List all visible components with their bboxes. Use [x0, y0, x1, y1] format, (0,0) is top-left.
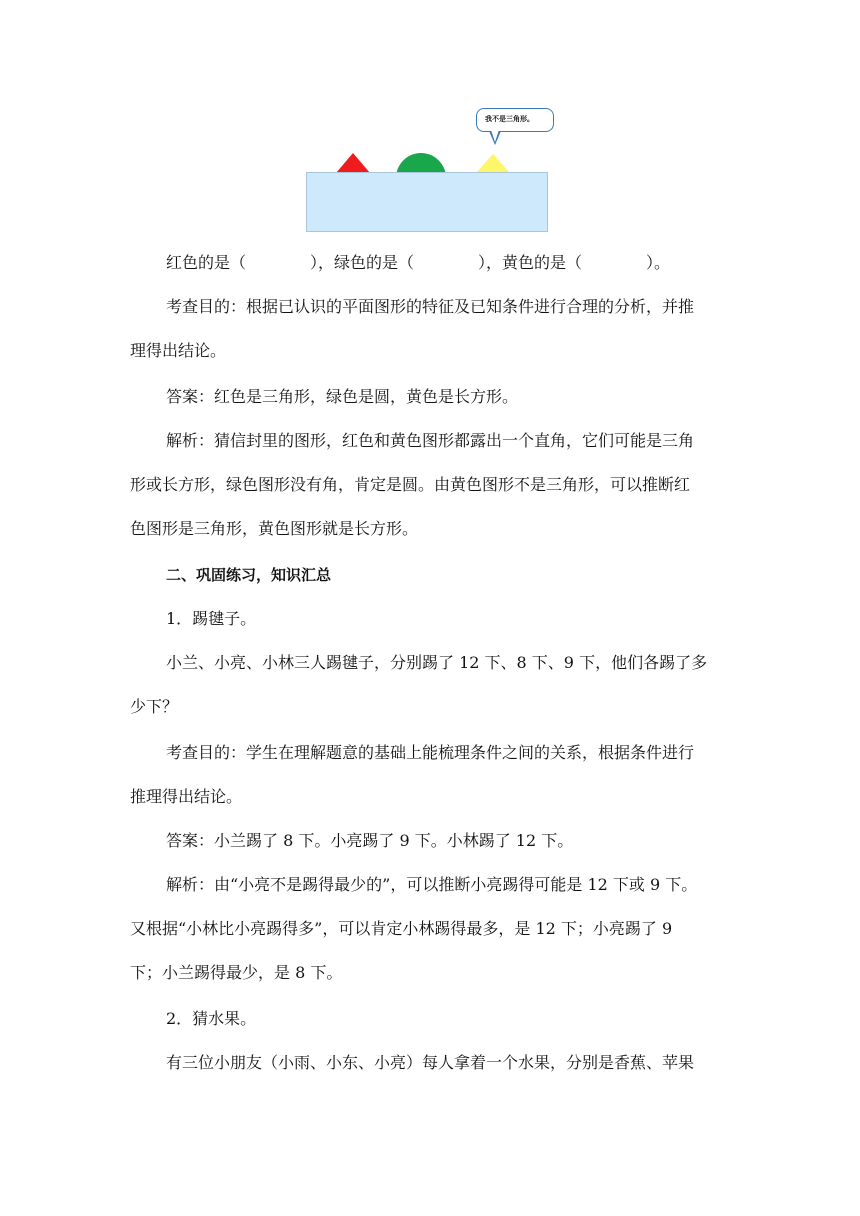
question-title: 2．猜水果。 [166, 1009, 257, 1028]
paragraph-line: 小兰、小亮、小林三人踢毽子，分别踢了 12 下、8 下、9 下，他们各踢了多 [166, 653, 708, 672]
envelope-figure [306, 108, 550, 234]
paragraph-line: 有三位小朋友（小雨、小东、小亮）每人拿着一个水果，分别是香蕉、苹果 [166, 1053, 695, 1072]
paragraph-line: 又根据“小林比小亮踢得多”，可以肯定小林踢得最多，是 12 下；小亮踢了 9 [130, 919, 673, 938]
paragraph-line: 考查目的：根据已认识的平面图形的特征及已知条件进行合理的分析，并推 [166, 297, 695, 316]
envelope [306, 172, 548, 232]
answer-line: 答案：小兰踢了 8 下。小亮踢了 9 下。小林踢了 12 下。 [166, 831, 574, 850]
paragraph-line: 推理得出结论。 [130, 787, 243, 806]
question-title: 1．踢毽子。 [166, 609, 257, 628]
yellow-shape [476, 154, 510, 173]
paragraph-line: 下；小兰踢得最少，是 8 下。 [130, 963, 343, 982]
speech-bubble-tail-fill [491, 130, 499, 142]
paragraph-line: 考查目的：学生在理解题意的基础上能梳理条件之间的关系，根据条件进行 [166, 743, 695, 762]
paragraph-line: 理得出结论。 [130, 341, 227, 360]
paragraph-line: 解析：由“小亮不是踢得最少的”，可以推断小亮踢得可能是 12 下或 9 下。 [166, 875, 698, 894]
paragraph-line: 形或长方形，绿色图形没有角，肯定是圆。由黄色图形不是三角形，可以推断红 [130, 475, 691, 494]
red-triangle-shape [336, 153, 370, 173]
answer-line: 答案：红色是三角形，绿色是圆，黄色是长方形。 [166, 387, 519, 406]
paragraph-line: 解析：猜信封里的图形，红色和黄色图形都露出一个直角，它们可能是三角 [166, 431, 695, 450]
section-heading: 二、巩固练习，知识汇总 [166, 566, 332, 584]
speech-bubble: 我不是三角形。 [476, 108, 554, 132]
paragraph-line: 少下？ [130, 697, 179, 716]
fill-blank-line: 红色的是（ ），绿色的是（ ），黄色的是（ ）。 [166, 253, 671, 272]
paragraph-line: 色图形是三角形，黄色图形就是长方形。 [130, 519, 419, 538]
